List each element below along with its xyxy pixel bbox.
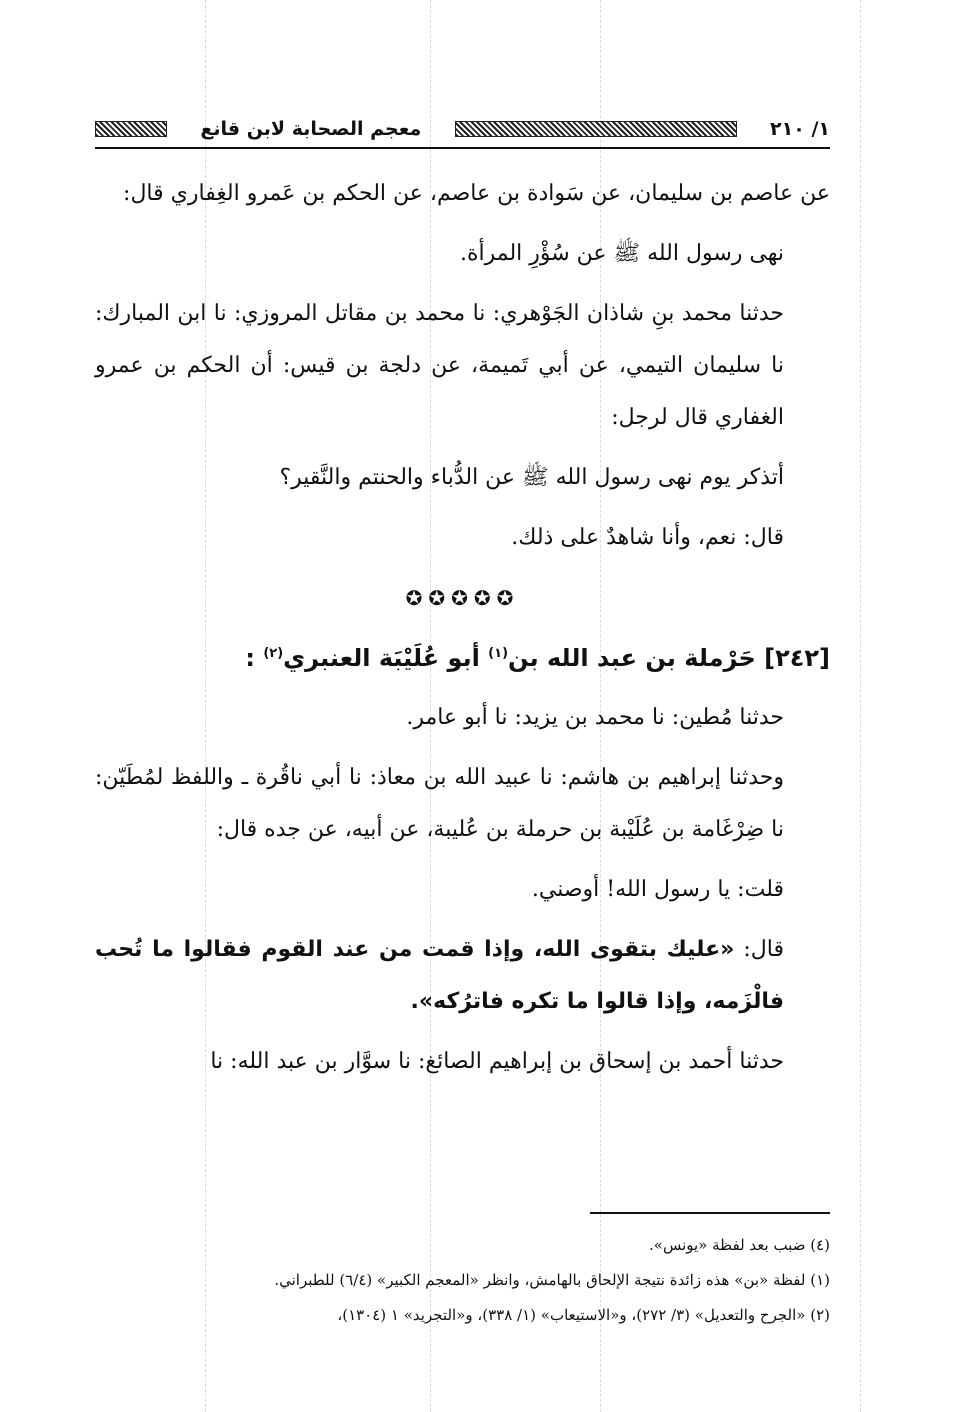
paragraph: حدثنا محمد بنِ شاذان الجَوْهري: نا محمد بن مقاتل المروزي: نا ابن المبارك: نا سليمان التيمي، عن أبي تَميمة، عن دلجة بن قيس: أن الحكم بن عمرو الغفاري قال لرجل: (95, 301, 784, 430)
entry-heading (95, 632, 830, 684)
paragraph: أتذكر يوم نهى رسول الله ﷺ عن الدُّباء والحنتم والنَّقير؟ (279, 465, 784, 490)
paragraph: قلت: يا رسول الله! أوصني. (531, 877, 784, 902)
header-rule (95, 147, 830, 149)
paragraph (95, 924, 830, 1028)
scan-guide-line (860, 0, 861, 1412)
paragraph: نهى رسول الله ﷺ عن سُؤْرِ المرأة. (459, 241, 784, 266)
footnote: (٢) «الجرح والتعديل» (٣/ ٢٧٢)، و«الاستيعاب» (١/ ٣٣٨)، و«التجريد» ١ (١٣٠٤)، (337, 1306, 830, 1324)
footnotes (95, 1228, 830, 1333)
footnote-ref: (٢) (263, 646, 284, 661)
header-ornament (95, 121, 167, 137)
entry-colon: : (245, 644, 255, 672)
footnote-ref: (١) (488, 646, 509, 661)
paragraph: حدثنا مُطين: نا محمد بن يزيد: نا أبو عامر. (406, 705, 784, 730)
section-separator: ✪✪✪✪✪ (405, 586, 520, 610)
header-ornament (455, 121, 737, 137)
paragraph: قال: نعم، وأنا شاهدٌ على ذلك. (511, 525, 784, 550)
entry-name: حَرْملة بن عبد الله بن (508, 644, 756, 672)
paragraph: وحدثنا إبراهيم بن هاشم: نا عبيد الله بن معاذ: نا أبي ناقُرة ـ واللفظ لمُطَيّن: نا ضِرْغَامة بن عُلَيْبة بن حرملة بن عُليبة، عن أبيه، عن جده قال: (95, 765, 784, 842)
book-title: معجم الصحابة لابن قانع (200, 118, 422, 140)
quote-lead: قال: (743, 937, 784, 962)
paragraph: عن عاصم بن سليمان، عن سَوادة بن عاصم، عن الحكم بن عَمرو الغِفاري قال: (123, 181, 830, 206)
entry-number: [٢٤٢] (764, 644, 830, 672)
running-header (95, 112, 830, 146)
paragraph: حدثنا أحمد بن إسحاق بن إبراهيم الصائغ: نا سوَّار بن عبد الله: نا (210, 1049, 784, 1074)
hadith-quote: «عليك بتقوى الله، وإذا قمت من عند القوم فقالوا ما تُحب فالْزَمه، وإذا قالوا ما تكره فاترُكه». (95, 937, 784, 1014)
footnote: (٤) ضبب بعد لفظة «يونس». (649, 1236, 830, 1254)
page-number: ١/ ٢١٠ (770, 118, 830, 140)
entry-kunya: أبو عُلَيْبَة العنبري (283, 644, 480, 672)
footnote-rule (590, 1212, 830, 1214)
main-text (95, 168, 830, 1096)
footnote: (١) لفظة «بن» هذه زائدة نتيجة الإلحاق بالهامش، وانظر «المعجم الكبير» (٦/٤) للطبراني. (274, 1271, 830, 1289)
